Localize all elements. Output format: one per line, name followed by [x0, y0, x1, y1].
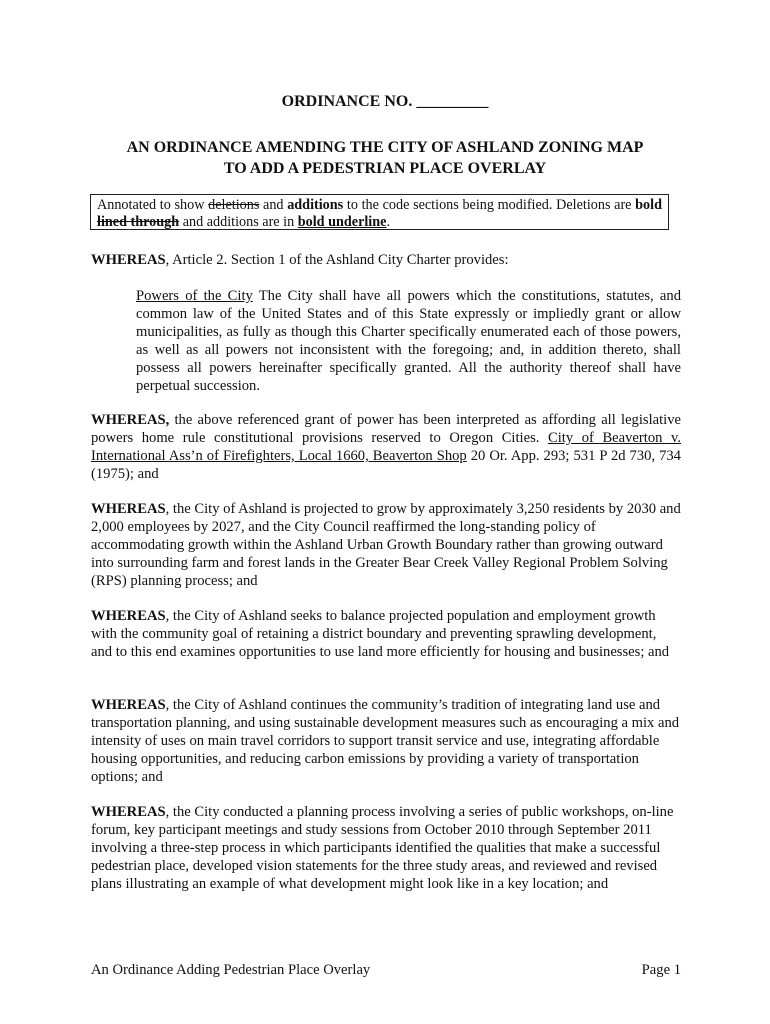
whereas-lead: WHEREAS: [91, 804, 166, 820]
whereas-paragraph-1: [91, 251, 681, 269]
notice-bold: bold: [635, 197, 662, 213]
whereas-paragraph-6: [91, 803, 681, 893]
paragraph-text: , the City of Ashland is projected to grow by approximately 3,250 residents by 2030 and 2,000 employees by 2027, and the City Council reaffirmed the long-standing policy of accommodating growth within the Ashland Urban Growth Boundary rather than growing outward into surrounding farm and forest lands in the Greater Bear Creek Valley Regional Problem Solving (RPS) planning process; and: [91, 501, 681, 589]
title-line-1: AN ORDINANCE AMENDING THE CITY OF ASHLAND ZONING MAP: [126, 139, 644, 156]
whereas-paragraph-3: [91, 500, 681, 590]
whereas-lead: WHEREAS: [91, 501, 166, 517]
paragraph-text: , the City of Ashland continues the community’s tradition of integrating land use and transportation planning, and using sustainable development measures such as encouraging a mix and intensity of uses on main travel corridors to support transit service and use, integrating affordable housing opportunities, and reducing carbon emissions by providing a variety of transportation options; and: [91, 697, 680, 785]
whereas-lead: WHEREAS: [91, 252, 166, 268]
footer-page-number: Page 1: [641, 962, 681, 978]
paragraph-text: , the City of Ashland seeks to balance projected population and employment growth with the community goal of retaining a district boundary and preventing sprawling development, and to this end examines opportunities to use land more efficiently for housing and businesses; and: [91, 608, 670, 660]
notice-text: .: [386, 214, 390, 230]
quote-text: The City shall have all powers which the constitutions, statutes, and common law of the United States and of this State expressly or impliedly grant or allow municipalities, as fully as though this Charter specifically enumerated each of those powers, as well as all powers not inconsistent with the foregoing; and, in addition thereto, shall possess all powers hereinafter specifically granted. All the authority thereof shall have perpetual succession.: [136, 288, 681, 394]
notice-text: to the code sections being modified. Deletions are: [343, 197, 636, 213]
paragraph-text: , Article 2. Section 1 of the Ashland City Charter provides:: [165, 252, 509, 268]
whereas-lead: WHEREAS: [91, 608, 166, 624]
paragraph-text: the above referenced grant of power has been interpreted as affording all legislative powers home rule constitutional provisions reserved to Oregon Cities.: [91, 412, 681, 446]
whereas-paragraph-5: [91, 696, 681, 786]
whereas-paragraph-4: [91, 607, 681, 661]
notice-deletions: deletions: [208, 197, 260, 213]
paragraph-text: 20 Or. App. 293; 531 P 2d 730, 734 (1975); and: [91, 448, 681, 482]
paragraph-text: , the City conducted a planning process involving a series of public workshops, on-line forum, key participant meetings and study sessions from October 2010 through September 2011 involving a three-step process in which participants identified the qualities that make a successful pedestrian place, developed vision statements for the three study areas, and reviewed and revised plans illustrating an example of what development might look like in a key location; and: [91, 804, 674, 892]
charter-quote: [136, 287, 681, 395]
notice-bold-underline: bold underline: [297, 214, 387, 230]
notice-text: and additions are in: [179, 214, 298, 230]
quote-heading: Powers of the City: [136, 288, 253, 304]
notice-text: and: [259, 197, 288, 213]
notice-text: Annotated to show: [97, 197, 209, 213]
ordinance-title: [0, 137, 770, 179]
annotation-notice-box: [90, 194, 669, 230]
notice-additions: additions: [287, 197, 344, 213]
whereas-lead: WHEREAS: [91, 697, 166, 713]
title-line-2: TO ADD A PEDESTRIAN PLACE OVERLAY: [223, 160, 547, 177]
footer-document-title: An Ordinance Adding Pedestrian Place Overlay: [91, 962, 371, 978]
whereas-paragraph-2: [91, 411, 681, 483]
whereas-lead: WHEREAS,: [91, 412, 170, 428]
case-citation: City of Beaverton v. International Ass’n of Firefighters, Local 1660, Beaverton Shop: [91, 430, 681, 464]
notice-lined-through: lined through: [97, 214, 180, 230]
ordinance-number: ORDINANCE NO. _________: [281, 93, 489, 110]
